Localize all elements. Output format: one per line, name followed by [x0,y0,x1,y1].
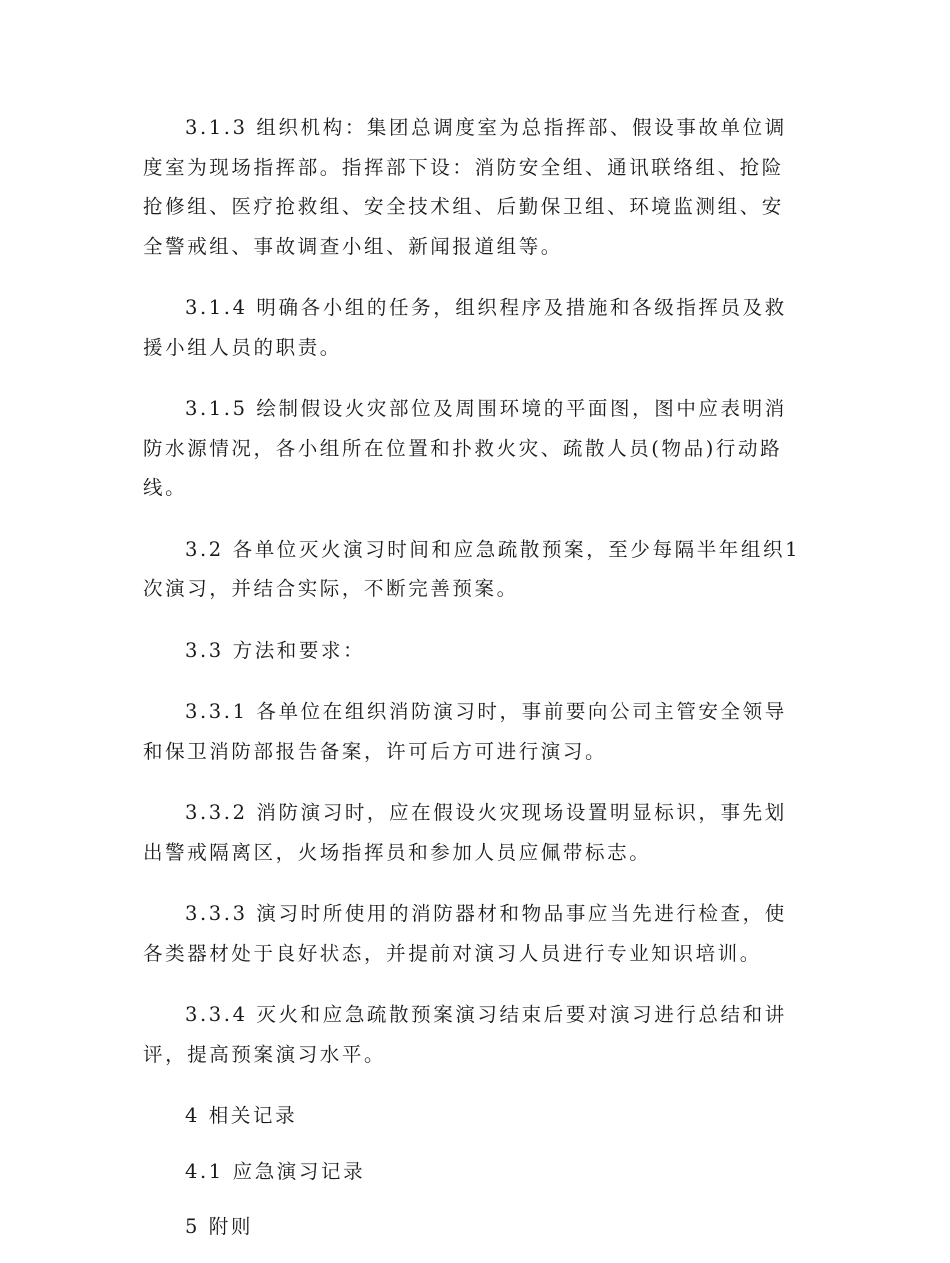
paragraph-3-3-2: 3.3.2 消防演习时，应在假设火灾现场设置明显标识，事先划出警戒隔离区，火场指挥员和参加人员应佩带标志。 [143,801,787,864]
paragraph-3-3-3: 3.3.3 演习时所使用的消防器材和物品事应当先进行检查，使各类器材处于良好状态，并提前对演习人员进行专业知识培训。 [143,902,787,965]
paragraph-3-1-3: 3.1.3 组织机构：集团总调度室为总指挥部、假设事故单位调度室为现场指挥部。指挥部下设：消防安全组、通讯联络组、抢险抢修组、医疗抢救组、安全技术组、后勤保卫组、环境监测组、安全警戒组、事故调查小组、新闻报道组等。 [143,116,787,258]
section-heading-4: 4 相关记录 [185,1104,298,1127]
paragraph-3-3-4: 3.3.4 灭火和应急疏散预案演习结束后要对演习进行总结和讲评，提高预案演习水平。 [143,1003,787,1066]
document-page [143,108,803,1263]
paragraph-3-1-4: 3.1.4 明确各小组的任务，组织程序及措施和各级指挥员及救援小组人员的职责。 [143,296,787,359]
paragraph-3-1-5: 3.1.5 绘制假设火灾部位及周围环境的平面图，图中应表明消防水源情况，各小组所在位置和扑救火灾、疏散人员(物品)行动路线。 [143,397,787,499]
section-heading-5: 5 附则 [185,1215,254,1238]
paragraph-4-1: 4.1 应急演习记录 [185,1159,366,1183]
paragraph-3-3: 3.3 方法和要求： [185,638,366,662]
paragraph-3-2: 3.2 各单位灭火演习时间和应急疏散预案，至少每隔半年组织1次演习，并结合实际，不断完善预案。 [143,537,801,600]
paragraph-3-3-1: 3.3.1 各单位在组织消防演习时，事前要向公司主管安全领导和保卫消防部报告备案，许可后方可进行演习。 [143,700,787,763]
